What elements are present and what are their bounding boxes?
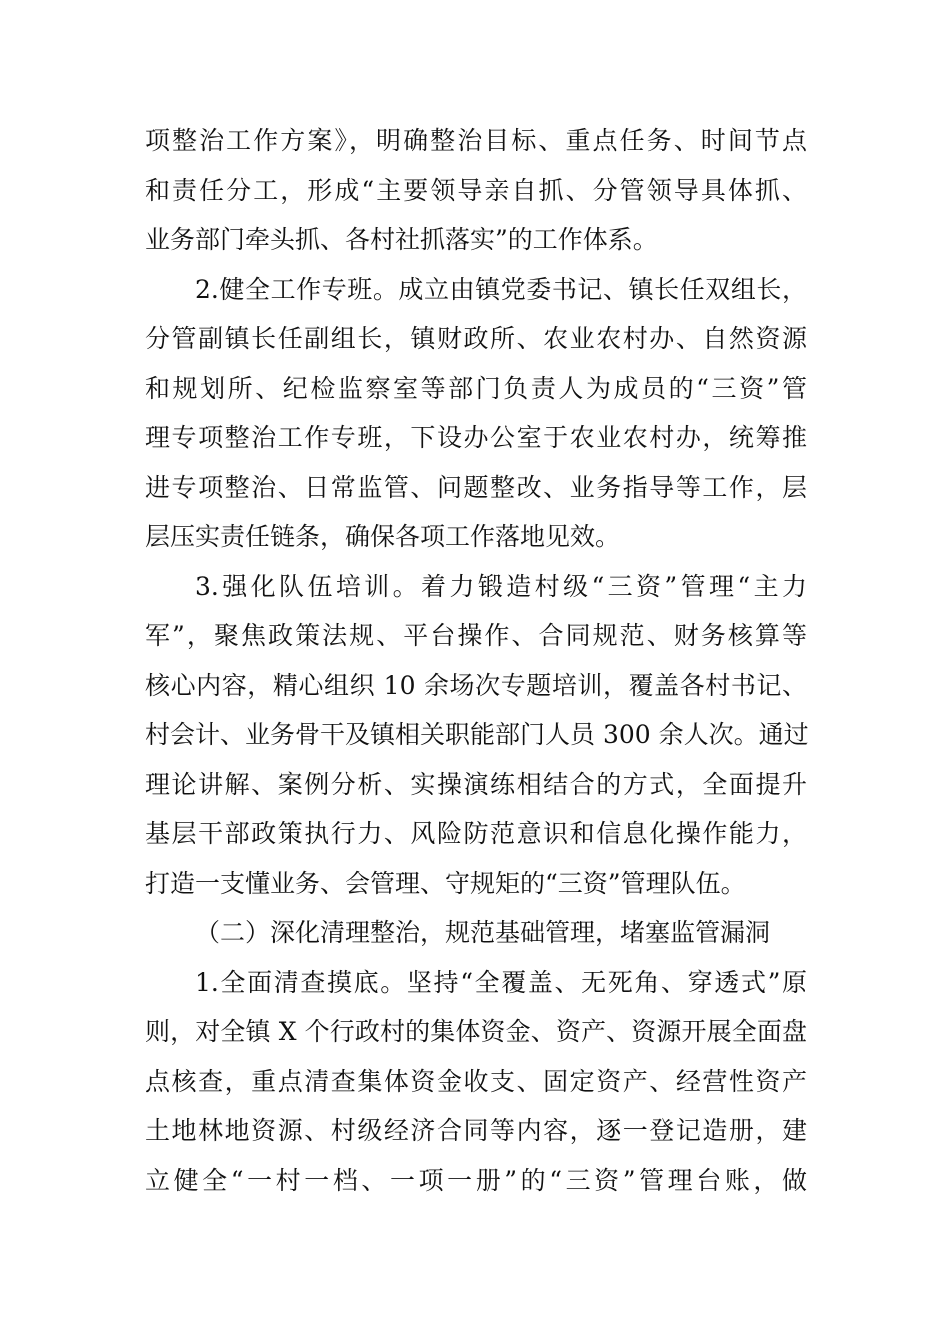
text-line: 土地林地资源、村级经济合同等内容，逐一登记造册，建 bbox=[145, 1116, 807, 1145]
text-line: 项整治工作方案》，明确整治目标、重点任务、时间节点 bbox=[145, 126, 807, 155]
document-body bbox=[145, 116, 807, 1205]
text-line: 理专项整治工作专班，下设办公室于农业农村办，统筹推 bbox=[145, 423, 807, 452]
section-heading: （二）深化清理整治，规范基础管理，堵塞监管漏洞 bbox=[195, 918, 771, 947]
text-line: 和规划所、纪检监察室等部门负责人为成员的“三资”管 bbox=[145, 373, 807, 403]
text-line: 核心内容，精心组织 10 余场次专题培训，覆盖各村书记、 bbox=[145, 670, 807, 700]
text-line: 打造一支懂业务、会管理、守规矩的“三资”管理队伍。 bbox=[145, 868, 746, 898]
text-line: 和责任分工，形成“主要领导亲自抓、分管领导具体抓、 bbox=[145, 175, 807, 205]
text-line: 军”，聚焦政策法规、平台操作、合同规范、财务核算等 bbox=[145, 621, 807, 650]
text-line: 基层干部政策执行力、风险防范意识和信息化操作能力， bbox=[145, 819, 807, 848]
paragraph-start-line: 3.强化队伍培训。着力锻造村级“三资”管理“主力 bbox=[195, 571, 807, 601]
paragraph-start-line: 1.全面清查摸底。坚持“全覆盖、无死角、穿透式”原 bbox=[195, 967, 807, 997]
text-line: 则，对全镇 X 个行政村的集体资金、资产、资源开展全面盘 bbox=[145, 1017, 807, 1046]
paragraph-start-line: 2.健全工作专班。成立由镇党委书记、镇长任双组长， bbox=[195, 274, 807, 304]
text-line: 村会计、业务骨干及镇相关职能部门人员 300 余人次。通过 bbox=[145, 720, 809, 749]
text-line: 层压实责任链条，确保各项工作落地见效。 bbox=[145, 522, 621, 551]
text-line: 分管副镇长任副组长，镇财政所、农业农村办、自然资源 bbox=[145, 324, 807, 353]
text-line: 立健全“一村一档、一项一册”的“三资”管理台账，做 bbox=[145, 1165, 807, 1195]
text-line: 业务部门牵头抓、各村社抓落实”的工作体系。 bbox=[145, 225, 658, 254]
text-line: 进专项整治、日常监管、问题整改、业务指导等工作，层 bbox=[145, 472, 807, 502]
text-line: 点核查，重点清查集体资金收支、固定资产、经营性资产 bbox=[145, 1066, 807, 1096]
text-line: 理论讲解、案例分析、实操演练相结合的方式，全面提升 bbox=[145, 769, 807, 799]
